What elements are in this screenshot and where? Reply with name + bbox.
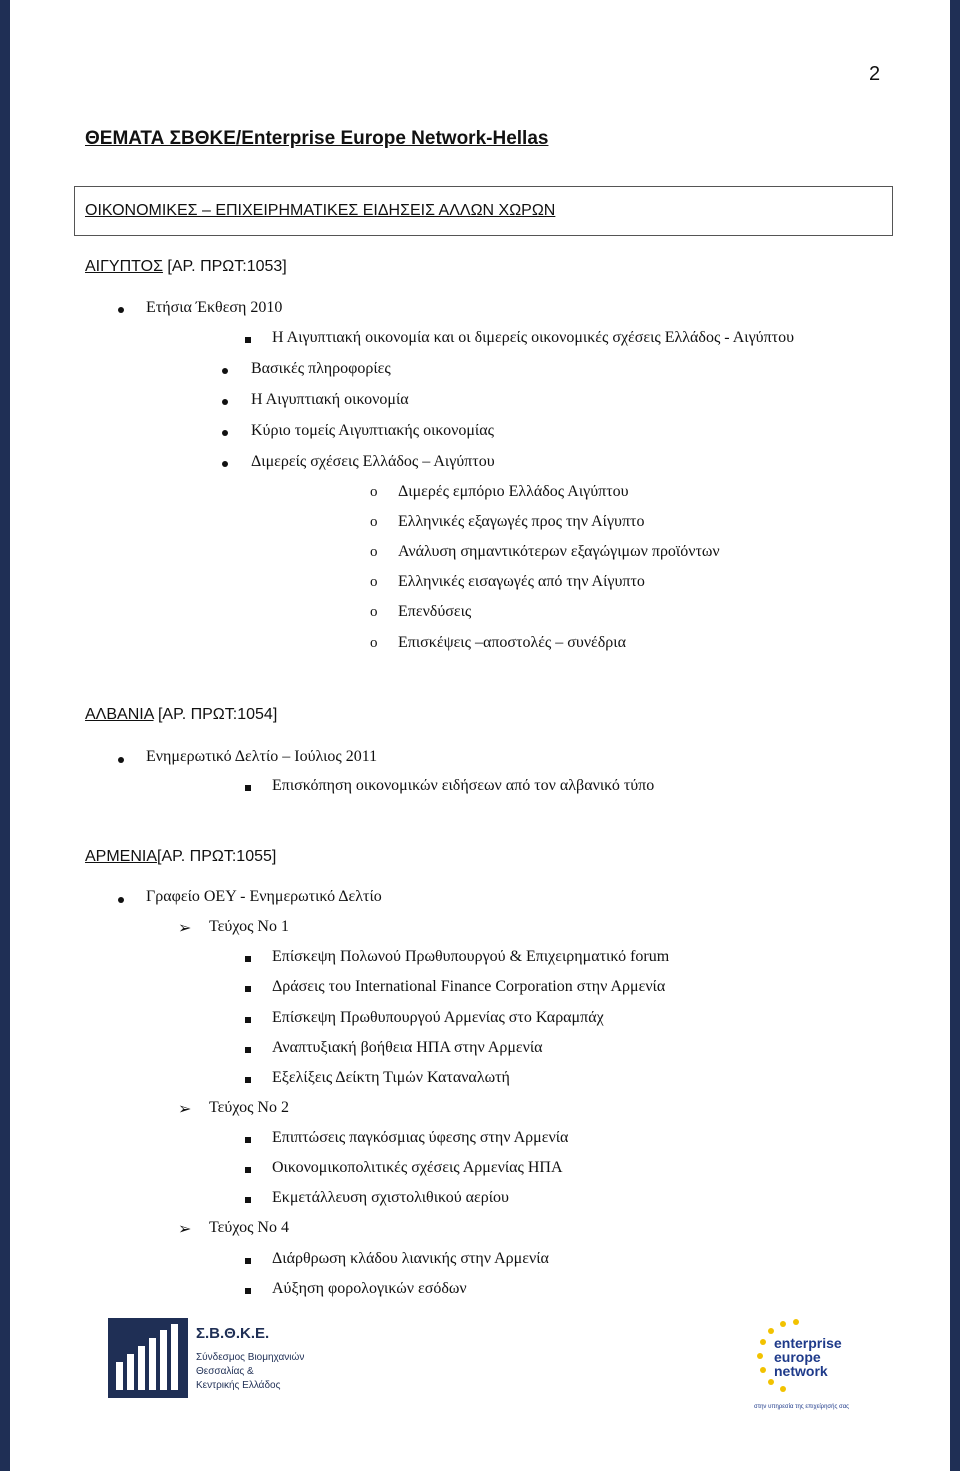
square-bullet-icon (245, 986, 251, 992)
een-logo (752, 1316, 852, 1414)
een-word: enterprise (774, 1335, 842, 1351)
list-item: Επισκόπηση οικονομικών ειδήσεων από τον αλβανικό τύπο (272, 777, 655, 794)
page-number: 2 (869, 63, 881, 85)
issue-label: Τεύχος Νο 4 (209, 1219, 289, 1236)
arrow-bullet-icon: ➢ (178, 1221, 192, 1238)
logo-line: Κεντρικής Ελλάδος (196, 1380, 281, 1391)
list-item: Επιπτώσεις παγκόσμιας ύφεσης στην Αρμενία (272, 1129, 569, 1146)
circle-bullet-icon: o (370, 484, 378, 500)
bullet-icon (118, 757, 124, 763)
square-bullet-icon (245, 1197, 251, 1203)
een-word: network (774, 1363, 828, 1379)
albania-bulletin: Ενημερωτικό Δελτίο – Ιούλιος 2011 (146, 748, 378, 765)
list-item: Διάρθρωση κλάδου λιανικής στην Αρμενία (272, 1250, 549, 1267)
section-albania (85, 706, 277, 724)
list-item: Ανάλυση σημαντικότερων εξαγώγιμων προϊόντων (398, 543, 720, 560)
country-egypt: ΑΙΓΥΠΤΟΣ (85, 258, 163, 275)
ref-armenia: [ΑΡ. ΠΡΩΤ:1055] (157, 848, 277, 865)
square-bullet-icon (245, 956, 251, 962)
arrow-bullet-icon: ➢ (178, 920, 192, 937)
bullet-icon (118, 897, 124, 903)
bullet-icon (222, 399, 228, 405)
list-item: Διμερείς σχέσεις Ελλάδος – Αιγύπτου (251, 453, 495, 470)
issue-label: Τεύχος Νο 2 (209, 1099, 289, 1116)
list-item: Εκμετάλλευση σχιστολιθικού αερίου (272, 1189, 509, 1206)
country-armenia: ΑΡΜΕΝΙΑ (85, 848, 158, 865)
arrow-bullet-icon: ➢ (178, 1101, 192, 1118)
list-item: Ελληνικές εξαγωγές προς την Αίγυπτο (398, 513, 645, 530)
square-bullet-icon (245, 1288, 251, 1294)
page-border-right (950, 0, 960, 1471)
bullet-icon (222, 461, 228, 467)
ref-albania: [ΑΡ. ΠΡΩΤ:1054] (153, 706, 278, 723)
egypt-report: Ετήσια Έκθεση 2010 (146, 299, 283, 316)
section-armenia (85, 848, 276, 866)
list-item: Αναπτυξιακή βοήθεια ΗΠΑ στην Αρμενία (272, 1039, 543, 1056)
bullet-icon (118, 307, 124, 313)
list-item: Επενδύσεις (398, 603, 472, 620)
square-bullet-icon (245, 1167, 251, 1173)
issue-label: Τεύχος Νο 1 (209, 918, 289, 935)
circle-bullet-icon: o (370, 604, 378, 620)
list-item: Διμερές εμπόριο Ελλάδος Αιγύπτου (398, 483, 629, 500)
square-bullet-icon (245, 1017, 251, 1023)
logo-line: Σύνδεσμος Βιομηχανιών (196, 1352, 305, 1363)
circle-bullet-icon: o (370, 514, 378, 530)
list-item: Εξελίξεις Δείκτη Τιμών Καταναλωτή (272, 1069, 510, 1086)
square-bullet-icon (245, 1137, 251, 1143)
country-albania: ΑΛΒΑΝΙΑ (85, 706, 154, 723)
section-egypt (85, 258, 287, 276)
logo-name: Σ.Β.Θ.Κ.Ε. (196, 1325, 270, 1342)
circle-bullet-icon: o (370, 635, 378, 651)
square-bullet-icon (245, 1258, 251, 1264)
list-item: Επίσκεψη Πρωθυπουργού Αρμενίας στο Καραμπάχ (272, 1009, 604, 1026)
een-tagline: στην υπηρεσία της επιχείρησής σας (754, 1404, 850, 1410)
circle-bullet-icon: o (370, 574, 378, 590)
armenia-bulletin: Γραφείο ΟΕΥ - Ενημερωτικό Δελτίο (146, 888, 382, 905)
box-heading: ΟΙΚΟΝΟΜΙΚΕΣ – ΕΠΙΧΕΙΡΗΜΑΤΙΚΕΣ ΕΙΔΗΣΕΙΣ ΑΛΛΩΝ ΧΩΡΩΝ (85, 202, 556, 219)
square-bullet-icon (245, 337, 251, 343)
page-border-left (0, 0, 10, 1471)
square-bullet-icon (245, 1077, 251, 1083)
een-word: europe (774, 1349, 821, 1365)
list-item: Επίσκεψη Πολωνού Πρωθυπουργού & Επιχειρηματικό forum (272, 948, 670, 965)
list-item: Βασικές πληροφορίες (251, 360, 391, 377)
egypt-subtitle: Η Αιγυπτιακή οικονομία και οι διμερείς οικονομικές σχέσεις Ελλάδος - Αιγύπτου (272, 329, 795, 346)
bullet-icon (222, 430, 228, 436)
list-item: Επισκέψεις –αποστολές – συνέδρια (398, 634, 626, 651)
list-item: Δράσεις του International Finance Corporation στην Αρμενία (272, 978, 666, 995)
document-title: ΘΕΜΑΤΑ ΣΒΘΚΕ/Enterprise Europe Network-Hellas (85, 128, 549, 149)
list-item: Αύξηση φορολογικών εσόδων (272, 1280, 467, 1297)
logo-line: Θεσσαλίας & (196, 1366, 254, 1377)
bullet-icon (222, 368, 228, 374)
list-item: Οικονομικοπολιτικές σχέσεις Αρμενίας ΗΠΑ (272, 1159, 563, 1176)
square-bullet-icon (245, 785, 251, 791)
list-item: Ελληνικές εισαγωγές από την Αίγυπτο (398, 573, 645, 590)
square-bullet-icon (245, 1047, 251, 1053)
circle-bullet-icon: o (370, 544, 378, 560)
list-item: Η Αιγυπτιακή οικονομία (251, 391, 409, 408)
list-item: Κύριο τομείς Αιγυπτιακής οικονομίας (251, 422, 494, 439)
ref-egypt: [ΑΡ. ΠΡΩΤ:1053] (162, 258, 287, 275)
sbthke-logo (108, 1318, 318, 1400)
